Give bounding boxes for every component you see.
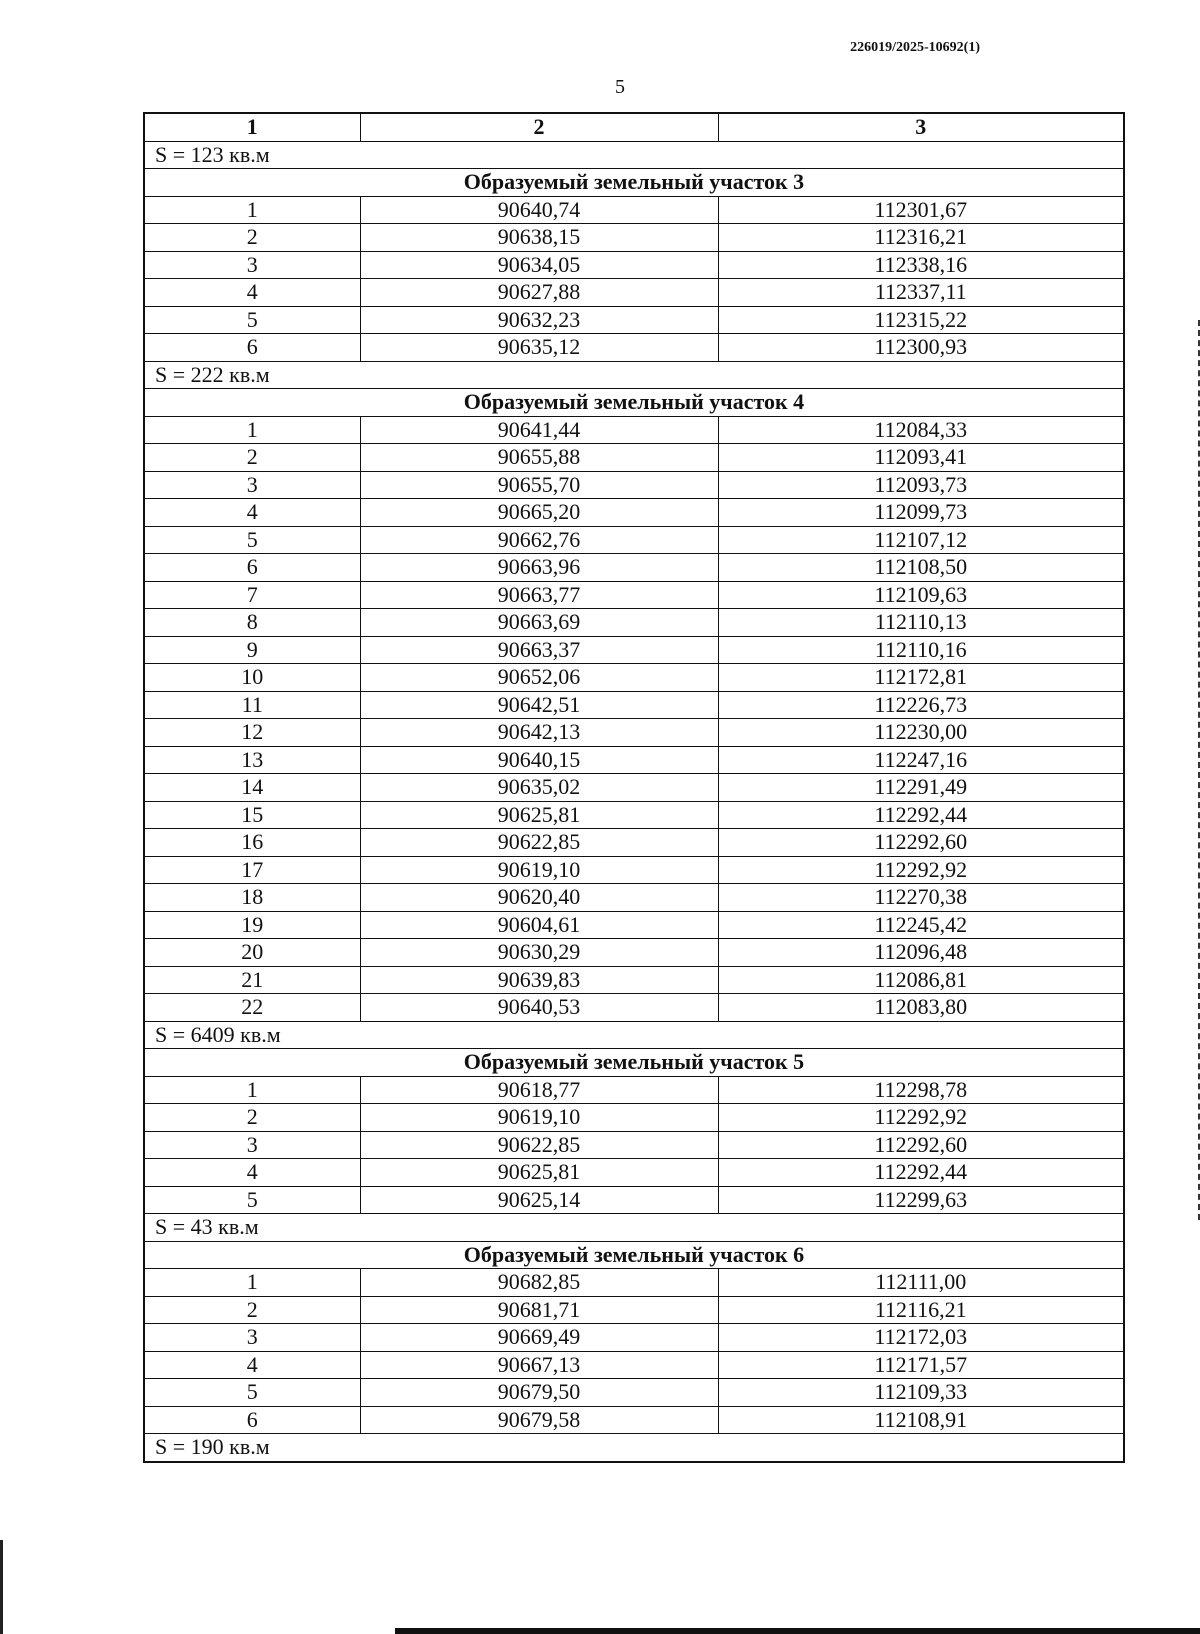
x-coordinate-cell: 90638,15 [360, 224, 718, 252]
area-row [144, 361, 1124, 389]
point-number-cell: 18 [144, 884, 360, 912]
table-row [144, 224, 1124, 252]
y-coordinate-cell: 112084,33 [718, 416, 1124, 444]
x-coordinate-cell: 90640,74 [360, 196, 718, 224]
y-coordinate-cell: 112172,03 [718, 1324, 1124, 1352]
y-coordinate-cell: 112291,49 [718, 774, 1124, 802]
y-coordinate-cell: 112172,81 [718, 664, 1124, 692]
point-number-cell: 15 [144, 801, 360, 829]
x-coordinate-cell: 90622,85 [360, 829, 718, 857]
table-row [144, 499, 1124, 527]
point-number-cell: 1 [144, 196, 360, 224]
point-number-cell: 6 [144, 554, 360, 582]
y-coordinate-cell: 112292,92 [718, 1104, 1124, 1132]
point-number-cell: 7 [144, 581, 360, 609]
scan-edge-mark-right [1195, 320, 1200, 1220]
table-row [144, 334, 1124, 362]
area-value: S = 190 кв.м [144, 1434, 1124, 1462]
point-number-cell: 16 [144, 829, 360, 857]
document-registration-number: 226019/2025-10692(1) [850, 40, 980, 55]
table-row [144, 746, 1124, 774]
area-row [144, 1434, 1124, 1462]
x-coordinate-cell: 90639,83 [360, 966, 718, 994]
point-number-cell: 5 [144, 526, 360, 554]
point-number-cell: 3 [144, 471, 360, 499]
table-row [144, 1076, 1124, 1104]
x-coordinate-cell: 90663,96 [360, 554, 718, 582]
y-coordinate-cell: 112301,67 [718, 196, 1124, 224]
x-coordinate-cell: 90681,71 [360, 1296, 718, 1324]
table-row [144, 1104, 1124, 1132]
x-coordinate-cell: 90635,12 [360, 334, 718, 362]
plot-section-title: Образуемый земельный участок 4 [144, 389, 1124, 417]
y-coordinate-cell: 112093,73 [718, 471, 1124, 499]
coordinates-table [143, 112, 1125, 1463]
area-value: S = 6409 кв.м [144, 1021, 1124, 1049]
table-row [144, 444, 1124, 472]
y-coordinate-cell: 112299,63 [718, 1186, 1124, 1214]
x-coordinate-cell: 90679,50 [360, 1379, 718, 1407]
point-number-cell: 20 [144, 939, 360, 967]
table-row [144, 581, 1124, 609]
table-row [144, 939, 1124, 967]
x-coordinate-cell: 90622,85 [360, 1131, 718, 1159]
x-coordinate-cell: 90655,70 [360, 471, 718, 499]
y-coordinate-cell: 112298,78 [718, 1076, 1124, 1104]
x-coordinate-cell: 90604,61 [360, 911, 718, 939]
table-row [144, 801, 1124, 829]
y-coordinate-cell: 112247,16 [718, 746, 1124, 774]
point-number-cell: 5 [144, 1379, 360, 1407]
x-coordinate-cell: 90619,10 [360, 856, 718, 884]
point-number-cell: 2 [144, 1104, 360, 1132]
plot-section-title: Образуемый земельный участок 6 [144, 1241, 1124, 1269]
y-coordinate-cell: 112226,73 [718, 691, 1124, 719]
table-row [144, 1406, 1124, 1434]
table-row [144, 1351, 1124, 1379]
plot-section-row [144, 1049, 1124, 1077]
x-coordinate-cell: 90667,13 [360, 1351, 718, 1379]
point-number-cell: 21 [144, 966, 360, 994]
x-coordinate-cell: 90662,76 [360, 526, 718, 554]
table-header-row [144, 113, 1124, 141]
table-row [144, 829, 1124, 857]
point-number-cell: 19 [144, 911, 360, 939]
y-coordinate-cell: 112086,81 [718, 966, 1124, 994]
y-coordinate-cell: 112171,57 [718, 1351, 1124, 1379]
table-row [144, 251, 1124, 279]
y-coordinate-cell: 112096,48 [718, 939, 1124, 967]
table-row [144, 1159, 1124, 1187]
y-coordinate-cell: 112316,21 [718, 224, 1124, 252]
plot-section-row [144, 169, 1124, 197]
table-row [144, 966, 1124, 994]
point-number-cell: 17 [144, 856, 360, 884]
point-number-cell: 2 [144, 1296, 360, 1324]
point-number-cell: 14 [144, 774, 360, 802]
point-number-cell: 4 [144, 1351, 360, 1379]
table-row [144, 279, 1124, 307]
y-coordinate-cell: 112108,91 [718, 1406, 1124, 1434]
table-row [144, 719, 1124, 747]
point-number-cell: 6 [144, 1406, 360, 1434]
area-row [144, 141, 1124, 169]
x-coordinate-cell: 90641,44 [360, 416, 718, 444]
table-row [144, 526, 1124, 554]
column-header-point-number: 1 [144, 113, 360, 141]
y-coordinate-cell: 112110,16 [718, 636, 1124, 664]
y-coordinate-cell: 112230,00 [718, 719, 1124, 747]
x-coordinate-cell: 90619,10 [360, 1104, 718, 1132]
y-coordinate-cell: 112099,73 [718, 499, 1124, 527]
y-coordinate-cell: 112111,00 [718, 1269, 1124, 1297]
point-number-cell: 2 [144, 224, 360, 252]
plot-section-row [144, 389, 1124, 417]
point-number-cell: 4 [144, 1159, 360, 1187]
plot-section-title: Образуемый земельный участок 3 [144, 169, 1124, 197]
x-coordinate-cell: 90640,15 [360, 746, 718, 774]
point-number-cell: 22 [144, 994, 360, 1022]
point-number-cell: 11 [144, 691, 360, 719]
column-header-y: 3 [718, 113, 1124, 141]
table-row [144, 554, 1124, 582]
y-coordinate-cell: 112292,60 [718, 829, 1124, 857]
y-coordinate-cell: 112292,44 [718, 1159, 1124, 1187]
table-row [144, 911, 1124, 939]
scan-bottom-edge [395, 1628, 1200, 1634]
x-coordinate-cell: 90625,14 [360, 1186, 718, 1214]
y-coordinate-cell: 112108,50 [718, 554, 1124, 582]
table-row [144, 636, 1124, 664]
y-coordinate-cell: 112338,16 [718, 251, 1124, 279]
area-value: S = 222 кв.м [144, 361, 1124, 389]
table-row [144, 416, 1124, 444]
x-coordinate-cell: 90679,58 [360, 1406, 718, 1434]
point-number-cell: 1 [144, 416, 360, 444]
point-number-cell: 3 [144, 251, 360, 279]
y-coordinate-cell: 112315,22 [718, 306, 1124, 334]
x-coordinate-cell: 90625,81 [360, 801, 718, 829]
table-row [144, 1269, 1124, 1297]
point-number-cell: 4 [144, 279, 360, 307]
scan-edge-mark [0, 1540, 3, 1634]
point-number-cell: 4 [144, 499, 360, 527]
table-row [144, 196, 1124, 224]
y-coordinate-cell: 112109,63 [718, 581, 1124, 609]
y-coordinate-cell: 112116,21 [718, 1296, 1124, 1324]
table-row [144, 1131, 1124, 1159]
x-coordinate-cell: 90663,77 [360, 581, 718, 609]
point-number-cell: 13 [144, 746, 360, 774]
x-coordinate-cell: 90620,40 [360, 884, 718, 912]
table-row [144, 1379, 1124, 1407]
x-coordinate-cell: 90635,02 [360, 774, 718, 802]
table-row [144, 994, 1124, 1022]
x-coordinate-cell: 90640,53 [360, 994, 718, 1022]
table-row [144, 609, 1124, 637]
point-number-cell: 2 [144, 444, 360, 472]
x-coordinate-cell: 90652,06 [360, 664, 718, 692]
table-row [144, 774, 1124, 802]
point-number-cell: 8 [144, 609, 360, 637]
point-number-cell: 3 [144, 1324, 360, 1352]
table-row [144, 856, 1124, 884]
x-coordinate-cell: 90627,88 [360, 279, 718, 307]
x-coordinate-cell: 90632,23 [360, 306, 718, 334]
page-number: 5 [615, 76, 625, 98]
x-coordinate-cell: 90669,49 [360, 1324, 718, 1352]
y-coordinate-cell: 112107,12 [718, 526, 1124, 554]
plot-section-title: Образуемый земельный участок 5 [144, 1049, 1124, 1077]
table-row [144, 691, 1124, 719]
x-coordinate-cell: 90663,37 [360, 636, 718, 664]
table-row [144, 664, 1124, 692]
table-row [144, 1324, 1124, 1352]
y-coordinate-cell: 112110,13 [718, 609, 1124, 637]
x-coordinate-cell: 90630,29 [360, 939, 718, 967]
table-row [144, 306, 1124, 334]
y-coordinate-cell: 112337,11 [718, 279, 1124, 307]
point-number-cell: 10 [144, 664, 360, 692]
y-coordinate-cell: 112292,44 [718, 801, 1124, 829]
y-coordinate-cell: 112292,60 [718, 1131, 1124, 1159]
table-row [144, 1186, 1124, 1214]
point-number-cell: 1 [144, 1076, 360, 1104]
coordinates-table-body [144, 113, 1124, 1462]
table-row [144, 471, 1124, 499]
point-number-cell: 3 [144, 1131, 360, 1159]
y-coordinate-cell: 112083,80 [718, 994, 1124, 1022]
y-coordinate-cell: 112270,38 [718, 884, 1124, 912]
y-coordinate-cell: 112093,41 [718, 444, 1124, 472]
x-coordinate-cell: 90663,69 [360, 609, 718, 637]
y-coordinate-cell: 112109,33 [718, 1379, 1124, 1407]
x-coordinate-cell: 90665,20 [360, 499, 718, 527]
point-number-cell: 5 [144, 306, 360, 334]
x-coordinate-cell: 90682,85 [360, 1269, 718, 1297]
y-coordinate-cell: 112300,93 [718, 334, 1124, 362]
x-coordinate-cell: 90655,88 [360, 444, 718, 472]
table-row [144, 884, 1124, 912]
area-row [144, 1214, 1124, 1242]
x-coordinate-cell: 90642,51 [360, 691, 718, 719]
x-coordinate-cell: 90642,13 [360, 719, 718, 747]
y-coordinate-cell: 112292,92 [718, 856, 1124, 884]
plot-section-row [144, 1241, 1124, 1269]
x-coordinate-cell: 90625,81 [360, 1159, 718, 1187]
column-header-x: 2 [360, 113, 718, 141]
point-number-cell: 9 [144, 636, 360, 664]
point-number-cell: 12 [144, 719, 360, 747]
area-value: S = 123 кв.м [144, 141, 1124, 169]
point-number-cell: 6 [144, 334, 360, 362]
point-number-cell: 5 [144, 1186, 360, 1214]
table-row [144, 1296, 1124, 1324]
x-coordinate-cell: 90618,77 [360, 1076, 718, 1104]
area-row [144, 1021, 1124, 1049]
y-coordinate-cell: 112245,42 [718, 911, 1124, 939]
x-coordinate-cell: 90634,05 [360, 251, 718, 279]
area-value: S = 43 кв.м [144, 1214, 1124, 1242]
point-number-cell: 1 [144, 1269, 360, 1297]
